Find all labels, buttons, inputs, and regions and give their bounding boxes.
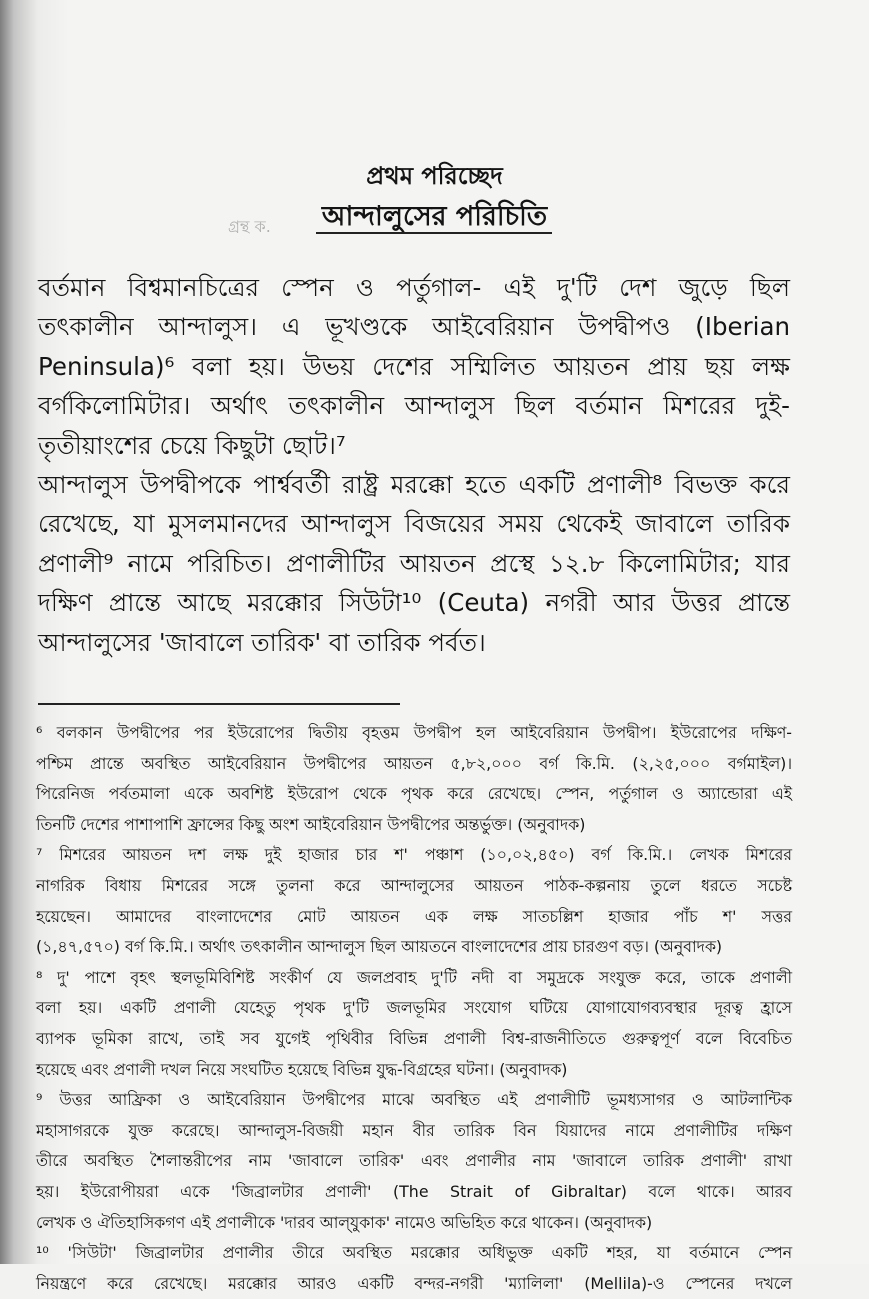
body-line: বর্তমান বিশ্বমানচিত্রের স্পেন ও পর্তুগাল- এই দু'টি দেশ জুড়ে ছিল [38, 273, 790, 302]
footnote-line: হয়েছেন। আমাদের বাংলাদেশের মোট আয়তন এক লক্ষ সাতচল্লিশ হাজার পাঁচ শ' সত্তর [36, 906, 792, 926]
footnote-line: নিয়ন্ত্রণে করে রেখেছে। মরক্কোর আরও একটি বন্দর-নগরী 'ম্যালিলা' (Mellila)-ও স্পেনের দখলে [36, 1273, 792, 1293]
body-line: তৃতীয়াংশের চেয়ে কিছুটা ছোট।⁷ [38, 430, 346, 460]
faint-stamp: গ্রন্থ ক. [228, 217, 271, 236]
body-line: দক্ষিণ প্রান্তে আছে মরক্কোর সিউটা¹⁰ (Ceuta) নগরী আর উত্তর প্রান্তে [38, 588, 790, 618]
footnote-line: লেখক ও ঐতিহাসিকগণ এই প্রণালীকে 'দারব আল্‌যুকাক' নামেও অভিহিত করে থাকেন। (অনুবাদক) [36, 1212, 653, 1232]
footnote-line: ⁷ মিশরের আয়তন দশ লক্ষ দুই হাজার চার শ' পঞ্চাশ (১০,০২,৪৫০) বর্গ কি.মি.। লেখক মিশরের [36, 845, 792, 865]
footnote-line: পশ্চিম প্রান্তে অবস্থিত আইবেরিয়ান উপদ্বীপের আয়তন ৫,৮২,০০০ বর্গ কি.মি. (২,২৫,০০০ বর্গমাইল)। [36, 753, 792, 773]
body-line: আন্দালুস উপদ্বীপকে পার্শ্ববর্তী রাষ্ট্র মরক্কো হতে একটি প্রণালী⁸ বিভক্ত করে [38, 469, 790, 499]
body-line: Peninsula)⁶ বলা হয়। উভয় দেশের সম্মিলিত আয়তন প্রায় ছয় লক্ষ [38, 351, 790, 381]
title-underline [316, 232, 552, 234]
footnote-line: তীরে অবস্থিত শৈলান্তরীপের নাম 'জাবালে তারিক' এবং প্রণালীর নাম 'জাবালে তারিক প্রণালী' রাখা [36, 1151, 792, 1171]
footnote-line: ব্যাপক ভূমিকা রাখে, তাই সব যুগেই পৃথিবীর বিভিন্ন প্রণালী বিশ্ব-রাজনীতিতে গুরুত্বপূর্ণ বলে বিবেচিত [36, 1028, 792, 1048]
footnote-line: বলা হয়। একটি প্রণালী যেহেতু পৃথক দু'টি জলভূমির সংযোগ ঘটিয়ে যোগাযোগব্যবস্থার দূরত্ব হ্রাসে [36, 998, 792, 1018]
footnote-line: তিনটি দেশের পাশাপাশি ফ্রান্সের কিছু অংশ আইবেরিয়ান উপদ্বীপের অন্তর্ভুক্ত। (অনুবাদক) [36, 814, 586, 834]
footnote-rule [38, 703, 400, 705]
footnote-line: পিরেনিজ পর্বতমালা একে অবশিষ্ট ইউরোপ থেকে পৃথক করে রেখেছে। স্পেন, পর্তুগাল ও অ্যান্ডোরা এই [36, 784, 792, 804]
footnotes [36, 718, 792, 1299]
body-line: তৎকালীন আন্দালুস। এ ভূখণ্ডকে আইবেরিয়ান উপদ্বীপও (Iberian [38, 312, 790, 342]
body-line: রেখেছে, যা মুসলমানদের আন্দালুস বিজয়ের সময় থেকেই জাবালে তারিক [38, 509, 790, 539]
chapter-heading: প্রথম পরিচ্ছেদ [366, 162, 503, 190]
body-text [38, 268, 790, 662]
footnote-line: হয়। ইউরোপীয়রা একে 'জিব্রালটার প্রণালী' (The Strait of Gibraltar) বলে থাকে। আরব [36, 1181, 792, 1201]
chapter-title: আন্দালুসের পরিচিতি [321, 201, 548, 232]
body-line: আন্দালুসের 'জাবালে তারিক' বা তারিক পর্বত। [38, 627, 486, 657]
footnote-line: ⁶ বলকান উপদ্বীপের পর ইউরোপের দ্বিতীয় বৃহত্তম উপদ্বীপ হল আইবেরিয়ান উপদ্বীপ। ইউরোপের দক্ষিণ- [36, 723, 792, 742]
footnote-line: মহাসাগরকে যুক্ত করেছে। আন্দালুস-বিজয়ী মহান বীর তারিক বিন যিয়াদের নামে প্রণালীটির দক্ষিণ [36, 1120, 792, 1140]
footnote-line: ⁹ উত্তর আফ্রিকা ও আইবেরিয়ান উপদ্বীপের মাঝে অবস্থিত এই প্রণালীটি ভূমধ্যসাগর ও আটলান্টিক [36, 1090, 792, 1110]
footnote-line: হয়েছে এবং প্রণালী দখল নিয়ে সংঘটিত হয়েছে বিভিন্ন যুদ্ধ-বিগ্রহের ঘটনা। (অনুবাদক) [36, 1059, 568, 1079]
body-line: বর্গকিলোমিটার। অর্থাৎ তৎকালীন আন্দালুস ছিল বর্তমান মিশরের দুই- [38, 391, 790, 421]
footnote-line: নাগরিক বিধায় মিশরের সঙ্গে তুলনা করে আন্দালুসের আয়তন পাঠক-কল্পনায় তুলে ধরতে সচেষ্ট [36, 875, 792, 895]
footnote-line: ¹⁰ 'সিউটা' জিব্রালটার প্রণালীর তীরে অবস্থিত মরক্কোর অধিভুক্ত একটি শহর, যা বর্তমানে স্পেন [36, 1243, 792, 1263]
footnote-line: ⁸ দু' পাশে বৃহৎ স্থলভূমিবিশিষ্ট সংকীর্ণ যে জলপ্রবাহ দু'টি নদী বা সমুদ্রকে সংযুক্ত করে, তাকে প্রণালী [36, 967, 792, 987]
footnote-line: (১,৪৭,৫৭০) বর্গ কি.মি.। অর্থাৎ তৎকালীন আন্দালুস ছিল আয়তনে বাংলাদেশের প্রায় চারগুণ বড়। (অনুবাদক) [36, 937, 723, 957]
body-line: প্রণালী⁹ নামে পরিচিত। প্রণালীটির আয়তন প্রস্থে ১২.৮ কিলোমিটার; যার [38, 548, 790, 578]
